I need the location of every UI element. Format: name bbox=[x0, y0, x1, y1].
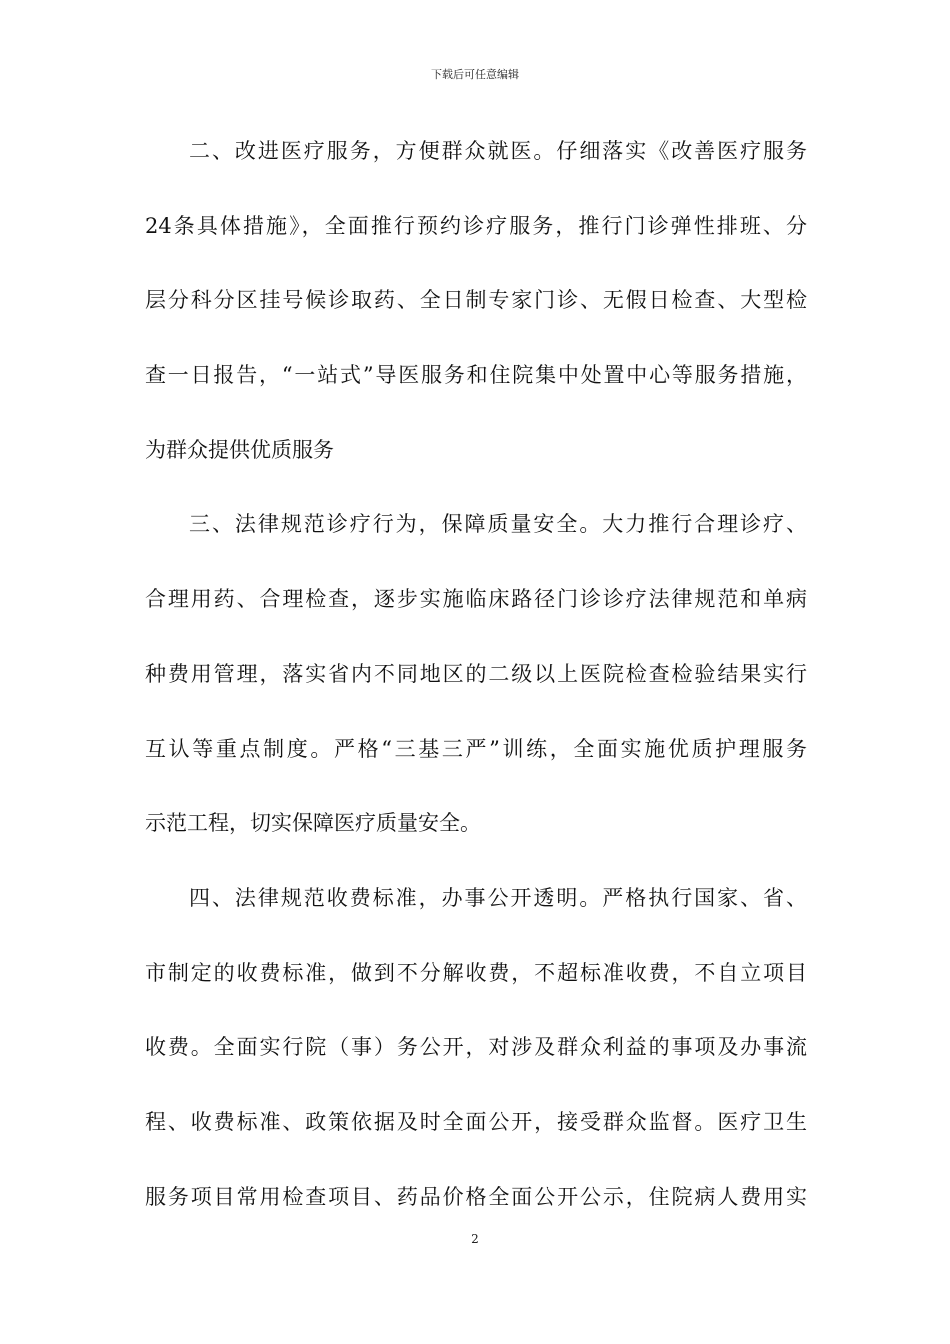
paragraph-3-line-3: 种费用管理，落实省内不同地区的二级以上医院检查检验结果实行 bbox=[145, 661, 807, 686]
page-number: 2 bbox=[471, 1232, 479, 1246]
paragraph-3-line-2: 合理用药、合理检查，逐步实施临床路径门诊诊疗法律规范和单病 bbox=[145, 587, 807, 612]
paragraph-4-line-2: 市制定的收费标准，做到不分解收费，不超标准收费，不自立项目 bbox=[145, 960, 807, 985]
paragraph-2-line-4: 查一日报告，“一站式”导医服务和住院集中处置中心等服务措施， bbox=[145, 363, 807, 388]
paragraph-4-line-3: 收费。全面实行院（事）务公开，对涉及群众利益的事项及办事流 bbox=[145, 1035, 807, 1060]
document-body bbox=[145, 114, 807, 1234]
paragraph-3-line-4: 互认等重点制度。严格“三基三严”训练，全面实施优质护理服务 bbox=[145, 736, 807, 761]
paragraph-3-line-5: 示范工程，切实保障医疗质量安全。 bbox=[145, 811, 481, 836]
paragraph-3-line-1: 三、法律规范诊疗行为，保障质量安全。大力推行合理诊疗、 bbox=[189, 512, 807, 537]
paragraph-2-line-5: 为群众提供优质服务 bbox=[145, 437, 334, 462]
page-header: 下载后可任意编辑 bbox=[431, 68, 519, 81]
paragraph-4-line-4: 程、收费标准、政策依据及时全面公开，接受群众监督。医疗卫生 bbox=[145, 1109, 807, 1134]
paragraph-2-line-2: 24条具体措施》，全面推行预约诊疗服务，推行门诊弹性排班、分 bbox=[145, 213, 807, 238]
paragraph-2-line-1: 二、改进医疗服务，方便群众就医。仔细落实《改善医疗服务 bbox=[189, 139, 807, 163]
paragraph-4-line-1: 四、法律规范收费标准，办事公开透明。严格执行国家、省、 bbox=[189, 885, 807, 910]
paragraph-4-line-5: 服务项目常用检查项目、药品价格全面公开公示，住院病人费用实 bbox=[145, 1184, 807, 1209]
paragraph-2-line-3: 层分科分区挂号候诊取药、全日制专家门诊、无假日检查、大型检 bbox=[145, 288, 807, 313]
